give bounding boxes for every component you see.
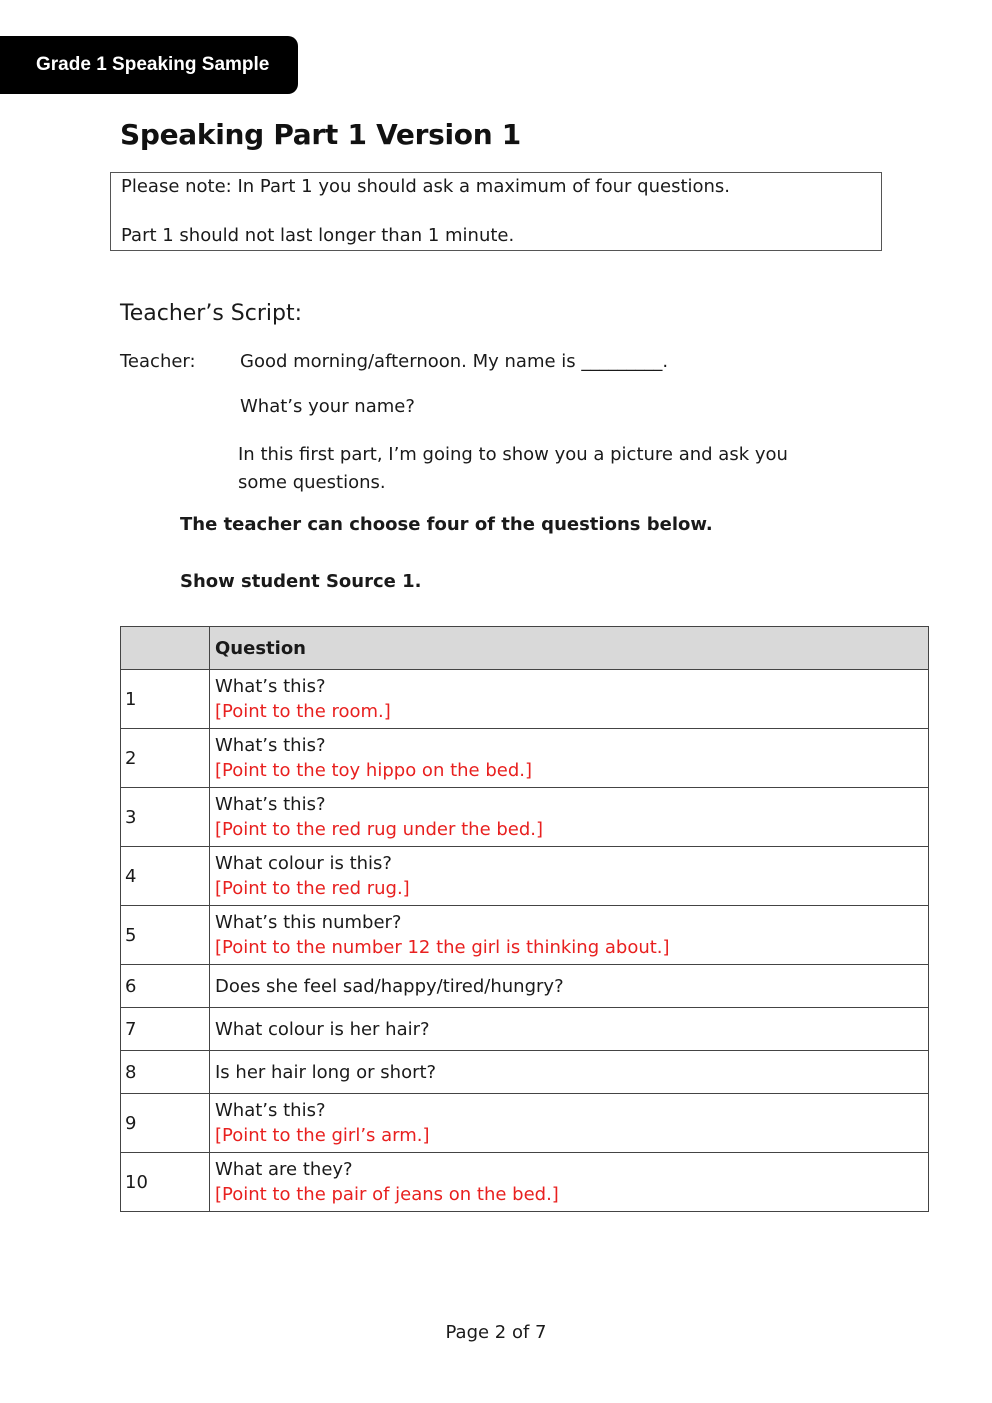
row-number: 3 [121, 788, 210, 847]
row-number: 1 [121, 670, 210, 729]
row-number: 7 [121, 1008, 210, 1051]
question-cell [210, 965, 929, 1008]
note-line-1: Please note: In Part 1 you should ask a maximum of four questions. [121, 176, 731, 197]
question-cell [210, 1153, 929, 1212]
question-text: What’s this? [215, 794, 326, 815]
question-cell [210, 1008, 929, 1051]
question-cell [210, 670, 929, 729]
note-line-2: Part 1 should not last longer than 1 minute. [121, 225, 515, 246]
table-row [121, 847, 929, 906]
page-number: Page 2 of 7 [445, 1322, 547, 1343]
grade-label-tab [0, 36, 298, 94]
teacher-note: [Point to the pair of jeans on the bed.] [215, 1184, 559, 1205]
table-row [121, 906, 929, 965]
question-text: Is her hair long or short? [215, 1061, 437, 1083]
row-number: 8 [121, 1051, 210, 1094]
number-column-header [121, 627, 210, 670]
table-row [121, 1008, 929, 1051]
question-text: What colour is this? [215, 853, 392, 874]
table-header-row [121, 627, 929, 670]
teacher-note: [Point to the girl’s arm.] [215, 1125, 430, 1146]
question-cell [210, 906, 929, 965]
question-text: What’s this? [215, 735, 326, 756]
question-cell [210, 847, 929, 906]
teacher-note: [Point to the toy hippo on the bed.] [215, 760, 533, 781]
show-instruction: Show student Source 1. [180, 571, 422, 592]
page-title: Speaking Part 1 Version 1 [120, 118, 521, 151]
script-heading: Teacher’s Script: [120, 301, 303, 326]
teacher-note: [Point to the room.] [215, 701, 391, 722]
script-line-2: What’s your name? [240, 396, 415, 417]
choose-instruction: The teacher can choose four of the questions below. [180, 514, 713, 535]
table-row [121, 1094, 929, 1153]
question-cell [210, 729, 929, 788]
row-number: 2 [121, 729, 210, 788]
question-cell [210, 1051, 929, 1094]
question-text: What’s this? [215, 1100, 326, 1121]
speaker-label: Teacher: [120, 351, 196, 372]
question-column-header: Question [210, 627, 929, 670]
question-text: What are they? [215, 1159, 353, 1180]
teacher-note: [Point to the red rug under the bed.] [215, 819, 544, 840]
table-row [121, 670, 929, 729]
row-number: 5 [121, 906, 210, 965]
teacher-note: [Point to the number 12 the girl is thinking about.] [215, 937, 670, 958]
table-row [121, 965, 929, 1008]
script-line-3: In this first part, I’m going to show you a picture and ask you some questions. [238, 444, 788, 493]
question-cell [210, 1094, 929, 1153]
question-cell [210, 788, 929, 847]
question-text: What colour is her hair? [215, 1018, 430, 1040]
table-row [121, 1153, 929, 1212]
grade-label: Grade 1 Speaking Sample [36, 54, 270, 75]
questions-table [120, 626, 929, 1212]
table-row [121, 788, 929, 847]
table-row [121, 729, 929, 788]
script-line-1: Good morning/afternoon. My name is _________. [240, 351, 669, 372]
note-box [110, 172, 882, 251]
table-row [121, 1051, 929, 1094]
row-number: 6 [121, 965, 210, 1008]
row-number: 9 [121, 1094, 210, 1153]
question-text: Does she feel sad/happy/tired/hungry? [215, 975, 564, 997]
question-text: What’s this? [215, 676, 326, 697]
question-text: What’s this number? [215, 912, 402, 933]
teacher-note: [Point to the red rug.] [215, 878, 410, 899]
row-number: 10 [121, 1153, 210, 1212]
row-number: 4 [121, 847, 210, 906]
